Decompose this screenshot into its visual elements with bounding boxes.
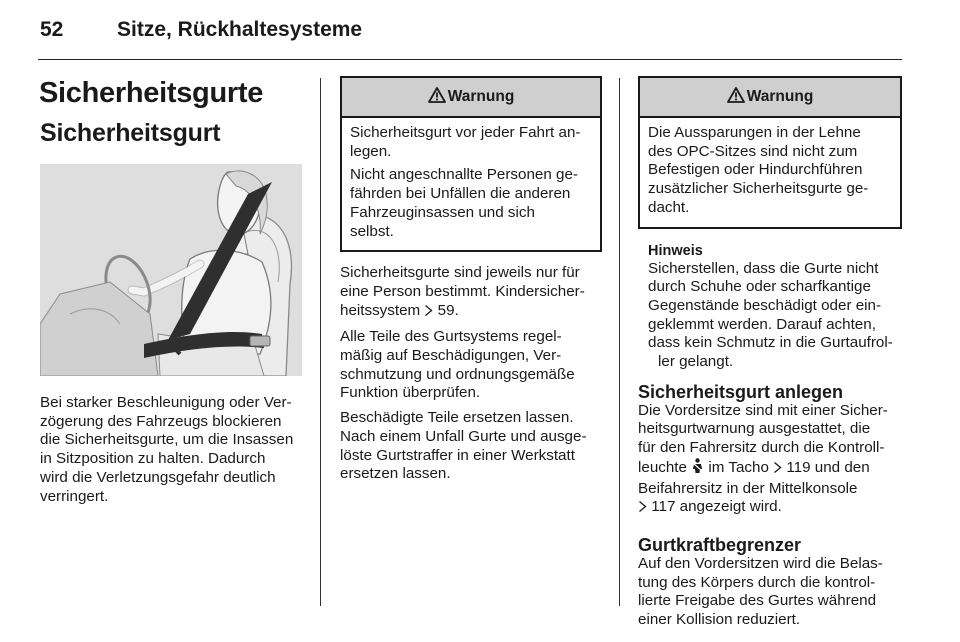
paragraph (340, 328, 602, 403)
text-line: fährden bei Unfällen die anderen (350, 185, 571, 203)
warning-triangle-icon (428, 87, 446, 108)
text-line: ler gelangt. (658, 353, 734, 371)
warning-body (640, 118, 900, 227)
text-line (638, 458, 902, 480)
subsection-title: Sicherheitsgurt (40, 119, 221, 147)
text-line: Sicherheitsgurt vor jeder Fahrt an- (350, 124, 581, 141)
header-rule (38, 59, 902, 60)
warning-text (350, 124, 592, 161)
page-reference[interactable]: 117 angezeigt wird. (647, 498, 782, 516)
warning-triangle-icon (727, 87, 745, 108)
section-title: Sicherheitsgurte (39, 77, 264, 109)
text-line: zusätzlicher Sicherheitsgurte ge- (648, 180, 869, 198)
text-line: in Sitzposition zu halten. Dadurch (40, 450, 266, 468)
paragraph (638, 555, 902, 630)
text-line: Auf den Vordersitzen wird die Belas- (638, 554, 883, 572)
text-line: des OPC-Sitzes sind nicht zum (648, 142, 858, 160)
seatbelt-illustration (40, 164, 302, 376)
text-line: selbst. (350, 222, 394, 240)
column-divider (320, 78, 321, 606)
warning-title: Warnung (746, 88, 814, 105)
seatbelt-person-icon (691, 458, 704, 480)
text-line: Sicherstellen, dass die Gurte nicht (648, 259, 879, 277)
text-line: Bei starker Beschleunigung oder Ver- (40, 394, 292, 411)
text-line: Nach einem Unfall Gurte und ausge- (340, 427, 587, 445)
text-line: Beifahrersitz in der Mittelkonsole (638, 479, 858, 497)
text-fragment: heitssystem (340, 301, 425, 319)
text-line: löste Gurtstraffer in einer Werkstatt (340, 446, 575, 464)
text-line: ersetzen lassen. (340, 465, 451, 483)
warning-body (342, 118, 600, 250)
running-title: Sitze, Rückhaltesysteme (117, 18, 363, 41)
paragraph (638, 402, 902, 519)
text-line: wird die Verletzungsgefahr deutlich (40, 468, 276, 486)
text-line: Beschädigte Teile ersetzen lassen. (340, 409, 574, 427)
text-line: Nicht angeschnallte Personen ge- (350, 166, 578, 184)
text-line: Die Aussparungen in der Lehne (648, 124, 861, 141)
text-line: Sicherheitsgurte sind jeweils nur für (340, 264, 580, 282)
page-reference[interactable]: 59. (433, 301, 459, 319)
text-line: dass kein Schmutz in die Gurtaufrol- (648, 334, 893, 352)
note-block (648, 243, 902, 372)
page-reference-arrow-icon (773, 461, 782, 480)
section-gurtkraftbegrenzer (638, 535, 902, 630)
text-line: legen. (350, 142, 392, 160)
text-line: schmutzung und ordnungsgemäße (340, 365, 575, 383)
column-divider (619, 78, 620, 606)
text-line: Gegenstände beschädigt oder ein- (648, 296, 882, 314)
text-line: tung des Körpers durch die kontrol- (638, 573, 876, 591)
text-line: Alle Teile des Gurtsystems regel- (340, 328, 562, 346)
text-line: durch Schuhe oder scharfkantige (648, 278, 871, 296)
text-line (638, 498, 902, 519)
column-3 (638, 62, 902, 630)
text-fragment: im Tacho (704, 458, 774, 476)
warning-text (648, 124, 892, 218)
warning-box (638, 76, 902, 229)
page-reference[interactable]: 119 und den (782, 458, 870, 476)
text-line: mäßig auf Beschädigungen, Ver- (340, 347, 562, 365)
body-text (340, 264, 602, 484)
warning-header (342, 78, 600, 118)
text-line: zögerung des Fahrzeugs blockieren (40, 412, 282, 430)
text-line: einer Kollision reduziert. (638, 611, 801, 629)
text-line: die Sicherheitsgurte, um die Insassen (40, 431, 294, 449)
text-fragment: leuchte (638, 458, 692, 476)
text-line: für den Fahrersitz durch die Kontroll- (638, 439, 885, 457)
text-line: verringert. (40, 487, 109, 505)
paragraph (340, 264, 602, 322)
text-line: geklemmt werden. Darauf achten, (648, 315, 876, 333)
text-line: heitsgurtwarnung ausgestattet, die (638, 420, 871, 438)
column-2 (340, 62, 602, 484)
text-line: Befestigen oder Hindurchführen (648, 161, 863, 179)
warning-box (340, 76, 602, 252)
text-line: eine Person bestimmt. Kindersicher- (340, 282, 585, 300)
text-line: Die Vordersitze sind mit einer Sicher- (638, 401, 888, 419)
warning-title: Warnung (447, 88, 515, 105)
warning-text (350, 166, 592, 241)
page-reference-arrow-icon (638, 500, 647, 519)
section-heading: Gurtkraftbegrenzer (638, 534, 802, 555)
text-line: Fahrzeuginsassen und sich (350, 203, 535, 221)
text-line: Funktion überprüfen. (340, 384, 481, 402)
text-line: lierte Freigabe des Gurtes während (638, 592, 877, 610)
section-anlegen (638, 382, 902, 519)
note-title: Hinweis (648, 242, 703, 259)
text-line (340, 302, 602, 323)
section-heading: Sicherheitsgurt anlegen (638, 381, 844, 402)
note-text (648, 260, 902, 372)
body-text (40, 394, 304, 506)
paragraph (340, 409, 602, 484)
column-1 (40, 62, 304, 506)
warning-header (640, 78, 900, 118)
page-header (38, 14, 902, 54)
text-line: dacht. (648, 198, 690, 216)
page-number: 52 (40, 18, 64, 41)
